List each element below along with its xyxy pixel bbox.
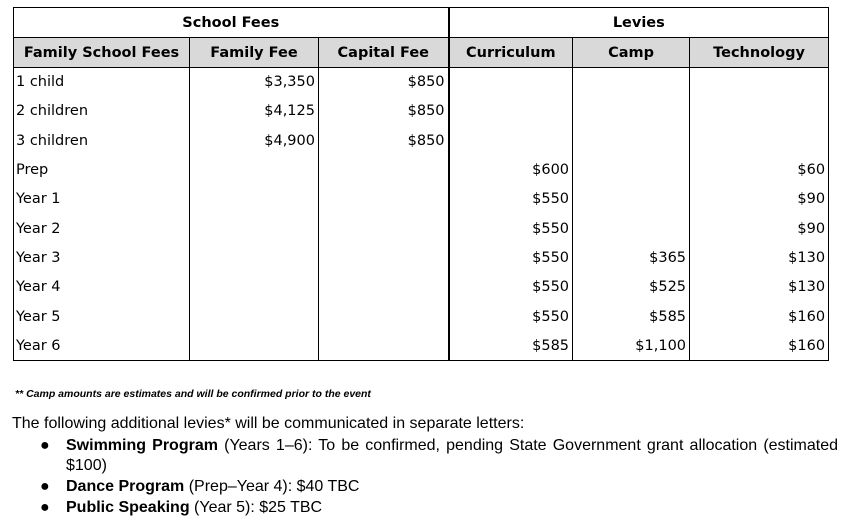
row-label: 2 children (14, 97, 190, 126)
camp-estimate-note: ** Camp amounts are estimates and will be confirmed prior to the event (15, 388, 371, 400)
bullet-icon: ● (40, 478, 50, 495)
table-cell: $550 (449, 273, 573, 302)
table-cell: $4,900 (190, 126, 319, 155)
table-row (14, 243, 829, 272)
list-item (38, 498, 838, 518)
table-cell (319, 273, 449, 302)
table-cell (190, 331, 319, 360)
table-row (14, 185, 829, 214)
table-cell: $550 (449, 302, 573, 331)
table-cell (449, 126, 573, 155)
levies-group-header: Levies (449, 8, 829, 38)
column-header-row (14, 38, 829, 68)
table-cell (319, 185, 449, 214)
group-header-row (14, 8, 829, 38)
column-header: Curriculum (449, 38, 573, 68)
table-row (14, 68, 829, 97)
fees-table (13, 7, 829, 361)
table-cell: $585 (449, 331, 573, 360)
table-cell (573, 97, 690, 126)
table-cell: $850 (319, 126, 449, 155)
table-cell: $130 (690, 273, 829, 302)
additional-levies-intro: The following additional levies* will be communicated in separate letters: (12, 415, 525, 432)
table-cell: $365 (573, 243, 690, 272)
row-label: Year 1 (14, 185, 190, 214)
column-header: Family School Fees (14, 38, 190, 68)
school-fees-group-header: School Fees (14, 8, 449, 38)
table-cell (449, 97, 573, 126)
table-cell: $160 (690, 302, 829, 331)
table-cell: $90 (690, 214, 829, 243)
row-label: Year 6 (14, 331, 190, 360)
table-cell (690, 126, 829, 155)
row-label: 1 child (14, 68, 190, 97)
additional-levies-list (38, 436, 838, 519)
table-cell (190, 155, 319, 184)
table-cell (690, 97, 829, 126)
table-cell (319, 331, 449, 360)
levy-detail: (Years 1–6): To be confirmed, pending State Government grant allocation (estimated $100) (66, 437, 839, 474)
table-cell (190, 185, 319, 214)
row-label: Year 4 (14, 273, 190, 302)
table-cell: $3,350 (190, 68, 319, 97)
row-label: Year 2 (14, 214, 190, 243)
table-cell (190, 302, 319, 331)
row-label: Year 5 (14, 302, 190, 331)
levy-detail: (Prep–Year 4): $40 TBC (184, 478, 360, 495)
table-cell (319, 155, 449, 184)
table-cell: $160 (690, 331, 829, 360)
table-cell: $550 (449, 185, 573, 214)
table-row (14, 97, 829, 126)
table-cell: $1,100 (573, 331, 690, 360)
bullet-icon: ● (40, 499, 50, 516)
table-cell: $550 (449, 243, 573, 272)
table-cell (573, 214, 690, 243)
table-row (14, 214, 829, 243)
table-cell (190, 273, 319, 302)
bullet-icon: ● (40, 437, 50, 454)
list-item (38, 477, 838, 497)
table-cell: $850 (319, 97, 449, 126)
levy-name: Dance Program (66, 478, 185, 495)
table-cell (190, 214, 319, 243)
row-label: Year 3 (14, 243, 190, 272)
column-header: Family Fee (190, 38, 319, 68)
levy-detail: (Year 5): $25 TBC (189, 499, 323, 516)
table-row (14, 331, 829, 360)
table-cell: $60 (690, 155, 829, 184)
table-cell (319, 302, 449, 331)
table-cell: $130 (690, 243, 829, 272)
table-row (14, 155, 829, 184)
levy-name: Public Speaking (66, 499, 190, 516)
table-cell: $600 (449, 155, 573, 184)
table-cell: $585 (573, 302, 690, 331)
table-cell (190, 243, 319, 272)
levy-name: Swimming Program (66, 437, 218, 454)
row-label: Prep (14, 155, 190, 184)
table-cell (449, 68, 573, 97)
table-cell (573, 155, 690, 184)
row-label: 3 children (14, 126, 190, 155)
table-row (14, 302, 829, 331)
table-cell: $90 (690, 185, 829, 214)
column-header: Technology (690, 38, 829, 68)
table-cell: $4,125 (190, 97, 319, 126)
table-cell (690, 68, 829, 97)
table-cell: $550 (449, 214, 573, 243)
fees-table-body (14, 68, 829, 361)
column-header: Capital Fee (319, 38, 449, 68)
table-cell (319, 214, 449, 243)
table-row (14, 273, 829, 302)
table-cell (573, 68, 690, 97)
table-row (14, 126, 829, 155)
table-cell: $525 (573, 273, 690, 302)
table-cell (573, 185, 690, 214)
table-cell: $850 (319, 68, 449, 97)
column-header: Camp (573, 38, 690, 68)
table-cell (573, 126, 690, 155)
table-cell (319, 243, 449, 272)
list-item (38, 436, 838, 476)
